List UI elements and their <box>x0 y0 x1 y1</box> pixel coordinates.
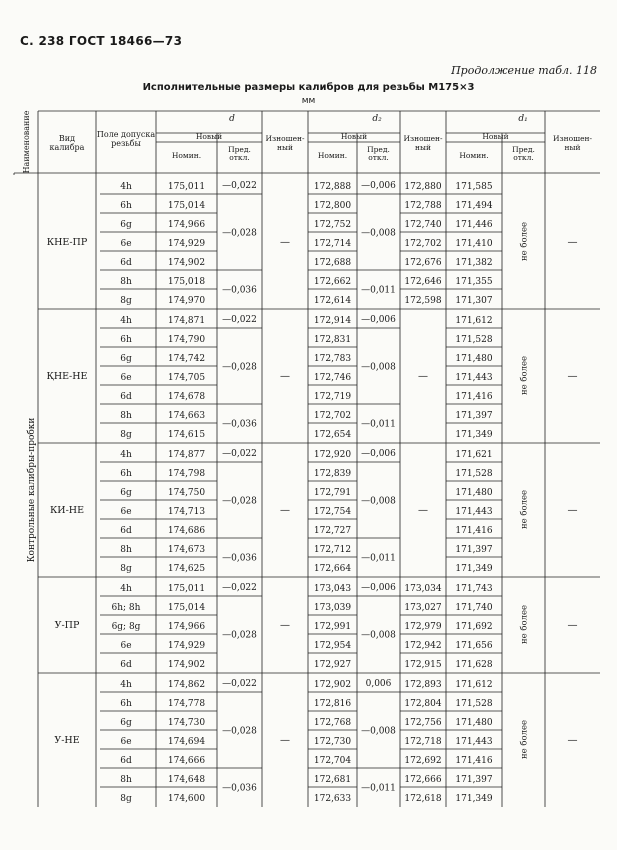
d2-deviation: —0,006 <box>361 315 396 325</box>
d-nominal: 174,750 <box>167 488 206 498</box>
d2-worn: 172,880 <box>404 182 442 192</box>
d1-not-more-note: не более <box>519 221 530 262</box>
col-pred-label: Пред. <box>512 145 535 154</box>
d2-nominal: 172,712 <box>313 545 352 555</box>
d1-nominal: 171,612 <box>455 316 493 326</box>
d2-worn: 172,804 <box>404 699 442 709</box>
d1-nominal: 171,743 <box>455 584 493 594</box>
d-nominal: 174,705 <box>167 373 206 383</box>
d1-worn: — <box>567 505 578 516</box>
d1-nominal: 171,416 <box>455 392 493 402</box>
d-worn: — <box>280 371 290 382</box>
d-nominal: 174,666 <box>167 756 206 766</box>
d1-nominal: 171,656 <box>455 641 493 651</box>
d-nominal: 174,678 <box>167 392 206 402</box>
gauge-name: КНЕ-ПР <box>46 237 88 248</box>
tolerance-field: 8g <box>120 794 132 804</box>
col-d2-label: d₂ <box>372 114 382 124</box>
d2-deviation: —0,008 <box>361 496 396 507</box>
d2-nominal: 172,681 <box>313 775 352 785</box>
d2-nominal: 172,688 <box>313 258 352 268</box>
col-novyi-label: Новый <box>195 132 223 141</box>
d1-nominal: 171,528 <box>455 469 493 479</box>
gauge-name: У-НЕ <box>54 735 80 746</box>
col-pred-label: Пред. <box>228 145 251 154</box>
d-deviation: —0,028 <box>222 496 257 507</box>
table-continuation: Продолжение табл. 118 <box>451 64 597 77</box>
d2-nominal: 172,730 <box>313 737 352 747</box>
d1-nominal: 171,397 <box>455 775 493 785</box>
d2-nominal: 172,831 <box>313 335 352 345</box>
d2-nominal: 172,614 <box>313 296 352 306</box>
tolerance-field: 4h <box>120 450 132 460</box>
d-nominal: 174,902 <box>167 258 206 268</box>
d2-deviation: —0,006 <box>361 583 396 593</box>
d1-nominal: 171,443 <box>455 373 493 383</box>
d2-worn: 172,942 <box>404 641 442 651</box>
d1-not-more-note: не более <box>519 489 530 530</box>
d2-nominal: 172,816 <box>313 699 352 709</box>
col-vid-label: калибра <box>49 143 85 152</box>
table-unit: мм <box>301 96 316 106</box>
col-worn-label: Изношен- <box>265 134 305 143</box>
d1-nominal: 171,480 <box>455 718 493 728</box>
d-worn: — <box>280 735 290 746</box>
col-nomin-label: Номин. <box>459 151 489 160</box>
d-nominal: 174,966 <box>167 220 206 230</box>
col-nomin-label: Номин. <box>171 151 202 160</box>
d-nominal: 175,014 <box>167 603 206 613</box>
d2-nominal: 172,914 <box>313 316 352 326</box>
d2-worn: 172,702 <box>404 239 442 249</box>
d2-worn: 172,692 <box>404 756 442 766</box>
d2-nominal: 172,768 <box>313 718 352 728</box>
d2-nominal: 172,752 <box>313 220 352 230</box>
d2-deviation: —0,011 <box>361 285 396 296</box>
d1-nominal: 171,740 <box>455 603 493 613</box>
d-deviation: —0,022 <box>222 181 257 191</box>
d2-nominal: 172,902 <box>313 680 352 690</box>
d2-nominal: 172,800 <box>313 201 352 211</box>
d2-deviation: —0,011 <box>361 419 396 430</box>
d2-deviation: 0,006 <box>365 679 392 689</box>
col-pole-label: Поле допуска <box>96 130 156 139</box>
tolerance-field: 4h <box>120 584 132 594</box>
tolerance-field: 6h <box>120 201 132 211</box>
tolerance-field: 6h <box>120 469 132 479</box>
col-pred-label: откл. <box>229 153 250 162</box>
d-deviation: —0,036 <box>222 553 257 564</box>
d-nominal: 174,929 <box>167 239 206 249</box>
d1-worn: — <box>567 735 578 746</box>
d1-nominal: 171,410 <box>455 239 493 249</box>
d1-nominal: 171,349 <box>455 564 493 574</box>
d2-worn: 172,718 <box>404 737 442 747</box>
d1-nominal: 171,397 <box>455 545 493 555</box>
d-deviation: —0,028 <box>222 362 257 373</box>
d2-worn: 172,915 <box>404 660 442 670</box>
d2-worn: — <box>418 371 428 382</box>
d2-worn: 173,027 <box>404 603 442 613</box>
d2-worn: 172,788 <box>404 201 442 211</box>
tolerance-field: 6e <box>120 239 132 249</box>
col-novyi-label: Новый <box>482 132 509 141</box>
d2-worn: 173,034 <box>404 584 442 594</box>
tolerance-field: 8h <box>120 775 132 785</box>
d-worn: — <box>280 620 290 631</box>
tolerance-field: 8g <box>120 564 132 574</box>
d-deviation: —0,028 <box>222 630 257 641</box>
d2-nominal: 172,754 <box>313 507 352 517</box>
tolerance-field: 8g <box>120 430 132 440</box>
d1-nominal: 171,307 <box>455 296 493 306</box>
tolerance-field: 6g; 8g <box>111 622 141 632</box>
d-nominal: 174,798 <box>167 469 206 479</box>
tolerance-field: 6d <box>120 756 132 766</box>
d-nominal: 174,663 <box>167 411 206 421</box>
d2-nominal: 172,633 <box>313 794 352 804</box>
d2-nominal: 172,927 <box>313 660 352 670</box>
d2-deviation: —0,008 <box>361 630 396 641</box>
tolerance-field: 6g <box>120 354 132 364</box>
d2-nominal: 172,654 <box>313 430 352 440</box>
group-label: Контрольные калибры-пробки <box>27 417 37 563</box>
d2-nominal: 172,791 <box>313 488 352 498</box>
d1-nominal: 171,480 <box>455 354 493 364</box>
d1-nominal: 171,397 <box>455 411 493 421</box>
d1-not-more-note: не более <box>519 355 530 396</box>
d1-worn: — <box>567 237 578 248</box>
d2-deviation: —0,006 <box>361 449 396 459</box>
d1-worn: — <box>567 620 578 631</box>
d1-nominal: 171,585 <box>455 182 493 192</box>
d2-nominal: 172,920 <box>313 450 352 460</box>
d2-nominal: 172,727 <box>313 526 352 536</box>
d-worn: — <box>280 505 290 516</box>
d-nominal: 174,970 <box>167 296 206 306</box>
d-deviation: —0,022 <box>222 449 257 459</box>
tolerance-field: 6g <box>120 488 132 498</box>
tolerance-field: 4h <box>120 316 132 326</box>
d-nominal: 174,877 <box>167 450 206 460</box>
d-nominal: 175,014 <box>167 201 206 211</box>
d-nominal: 174,902 <box>167 660 206 670</box>
d2-deviation: —0,008 <box>361 362 396 373</box>
d-nominal: 174,966 <box>167 622 206 632</box>
d2-nominal: 172,664 <box>313 564 352 574</box>
d2-worn: 172,756 <box>404 718 442 728</box>
d2-worn: 172,740 <box>404 220 442 230</box>
d1-worn: — <box>567 371 578 382</box>
tolerance-field: 6e <box>120 507 132 517</box>
d2-worn: 172,618 <box>404 794 442 804</box>
col-pred-label: Пред. <box>367 145 390 154</box>
d-nominal: 174,871 <box>167 316 206 326</box>
d-nominal: 174,713 <box>167 507 206 517</box>
page-header: С. 238 ГОСТ 18466—73 <box>20 34 183 48</box>
d2-nominal: 172,662 <box>313 277 352 287</box>
col-vid-label: Вид <box>58 134 76 143</box>
table-title: Исполнительные размеры калибров для резьбы М175×3 <box>142 82 475 93</box>
d-nominal: 174,694 <box>167 737 206 747</box>
d1-nominal: 171,349 <box>455 430 493 440</box>
d2-deviation: —0,008 <box>361 228 396 239</box>
d1-nominal: 171,416 <box>455 756 493 766</box>
gauge-name: ҚНЕ-НЕ <box>46 371 88 382</box>
gauge-name: У-ПР <box>54 620 80 631</box>
d1-nominal: 171,494 <box>455 201 493 211</box>
d1-nominal: 171,621 <box>455 450 493 460</box>
col-worn-label: ный <box>277 143 293 152</box>
d-nominal: 174,625 <box>167 564 206 574</box>
d2-nominal: 172,704 <box>313 756 352 766</box>
d2-worn: — <box>418 505 428 516</box>
d-nominal: 175,011 <box>167 182 206 192</box>
d-worn: — <box>280 237 290 248</box>
col-d-label: d <box>229 114 235 124</box>
d-nominal: 174,862 <box>167 680 206 690</box>
d1-nominal: 171,416 <box>455 526 493 536</box>
d-nominal: 174,778 <box>167 699 206 709</box>
d2-nominal: 173,043 <box>313 584 352 594</box>
tolerance-field: 6e <box>120 641 132 651</box>
d-nominal: 174,673 <box>167 545 206 555</box>
d-deviation: —0,036 <box>222 419 257 430</box>
d2-nominal: 172,714 <box>313 239 352 249</box>
tolerance-field: 6d <box>120 660 132 670</box>
col-worn-label: ный <box>564 143 581 152</box>
tolerance-field: 6h <box>120 335 132 345</box>
d2-worn: 172,646 <box>404 277 442 287</box>
tolerance-field: 6h; 8h <box>111 603 141 613</box>
d1-nominal: 171,382 <box>455 258 493 268</box>
d1-nominal: 171,628 <box>455 660 493 670</box>
d-nominal: 174,929 <box>167 641 206 651</box>
d1-nominal: 171,528 <box>455 335 493 345</box>
d2-nominal: 172,991 <box>313 622 352 632</box>
d2-worn: 172,666 <box>404 775 442 785</box>
d2-worn: 172,598 <box>404 296 442 306</box>
d-nominal: 174,742 <box>167 354 206 364</box>
tolerance-field: 4h <box>120 680 132 690</box>
d-deviation: —0,028 <box>222 726 257 737</box>
d2-nominal: 173,039 <box>313 603 352 613</box>
d2-nominal: 172,783 <box>313 354 352 364</box>
col-worn-label: ный <box>415 143 431 152</box>
d-nominal: 174,600 <box>167 794 206 804</box>
tolerance-field: 8h <box>120 545 132 555</box>
tolerance-field: 6g <box>120 220 132 230</box>
d-nominal: 174,615 <box>167 430 206 440</box>
col-nomin-label: Номин. <box>317 151 348 160</box>
d2-nominal: 172,719 <box>313 392 352 402</box>
tolerance-field: 6d <box>120 392 132 402</box>
tolerance-field: 8h <box>120 277 132 287</box>
d-deviation: —0,022 <box>222 583 257 593</box>
d1-nominal: 171,355 <box>455 277 493 287</box>
d2-deviation: —0,006 <box>361 181 396 191</box>
tolerance-field: 6d <box>120 526 132 536</box>
gauge-name: КИ-НЕ <box>49 505 85 516</box>
col-pole-label: резьбы <box>111 139 141 148</box>
col-pred-label: откл. <box>368 153 389 162</box>
tolerance-field: 4h <box>120 182 132 192</box>
d2-worn: 172,979 <box>404 622 442 632</box>
d-deviation: —0,022 <box>222 315 257 325</box>
d1-nominal: 171,528 <box>455 699 493 709</box>
d2-deviation: —0,011 <box>361 553 396 564</box>
d2-nominal: 172,702 <box>313 411 352 421</box>
d1-nominal: 171,349 <box>455 794 493 804</box>
tolerance-field: 6h <box>120 699 132 709</box>
col-naim-label: Наименование <box>22 110 31 174</box>
d-deviation: —0,036 <box>222 783 257 794</box>
d2-worn: 172,893 <box>404 680 442 690</box>
d-deviation: —0,022 <box>222 679 257 689</box>
d-deviation: —0,036 <box>222 285 257 296</box>
d-deviation: —0,028 <box>222 228 257 239</box>
tolerance-field: 8h <box>120 411 132 421</box>
d-nominal: 175,011 <box>167 584 206 594</box>
d1-nominal: 171,443 <box>455 507 493 517</box>
d2-deviation: —0,008 <box>361 726 396 737</box>
d2-deviation: —0,011 <box>361 783 396 794</box>
d1-nominal: 171,446 <box>455 220 493 230</box>
col-worn-label: Изношен- <box>552 134 593 143</box>
d2-nominal: 172,839 <box>313 469 352 479</box>
tolerance-field: 6e <box>120 737 132 747</box>
d1-nominal: 171,612 <box>455 680 493 690</box>
tolerance-field: 6e <box>120 373 132 383</box>
col-pred-label: откл. <box>513 153 534 162</box>
tolerance-field: 6g <box>120 718 132 728</box>
d2-worn: 172,676 <box>404 258 442 268</box>
d2-nominal: 172,746 <box>313 373 352 383</box>
d-nominal: 174,686 <box>167 526 206 536</box>
col-d1-label: d₁ <box>518 114 528 124</box>
d-nominal: 174,790 <box>167 335 206 345</box>
col-worn-label: Изношен- <box>403 134 443 143</box>
col-novyi-label: Новый <box>340 132 368 141</box>
d1-nominal: 171,692 <box>455 622 493 632</box>
tolerance-field: 6d <box>120 258 132 268</box>
d-nominal: 174,730 <box>167 718 206 728</box>
d2-nominal: 172,888 <box>313 182 352 192</box>
d2-nominal: 172,954 <box>313 641 352 651</box>
d-nominal: 175,018 <box>167 277 206 287</box>
d1-nominal: 171,480 <box>455 488 493 498</box>
d1-not-more-note: не более <box>519 604 530 645</box>
d-nominal: 174,648 <box>167 775 206 785</box>
d1-nominal: 171,443 <box>455 737 493 747</box>
d1-not-more-note: не более <box>519 719 530 760</box>
tolerance-field: 8g <box>120 296 132 306</box>
